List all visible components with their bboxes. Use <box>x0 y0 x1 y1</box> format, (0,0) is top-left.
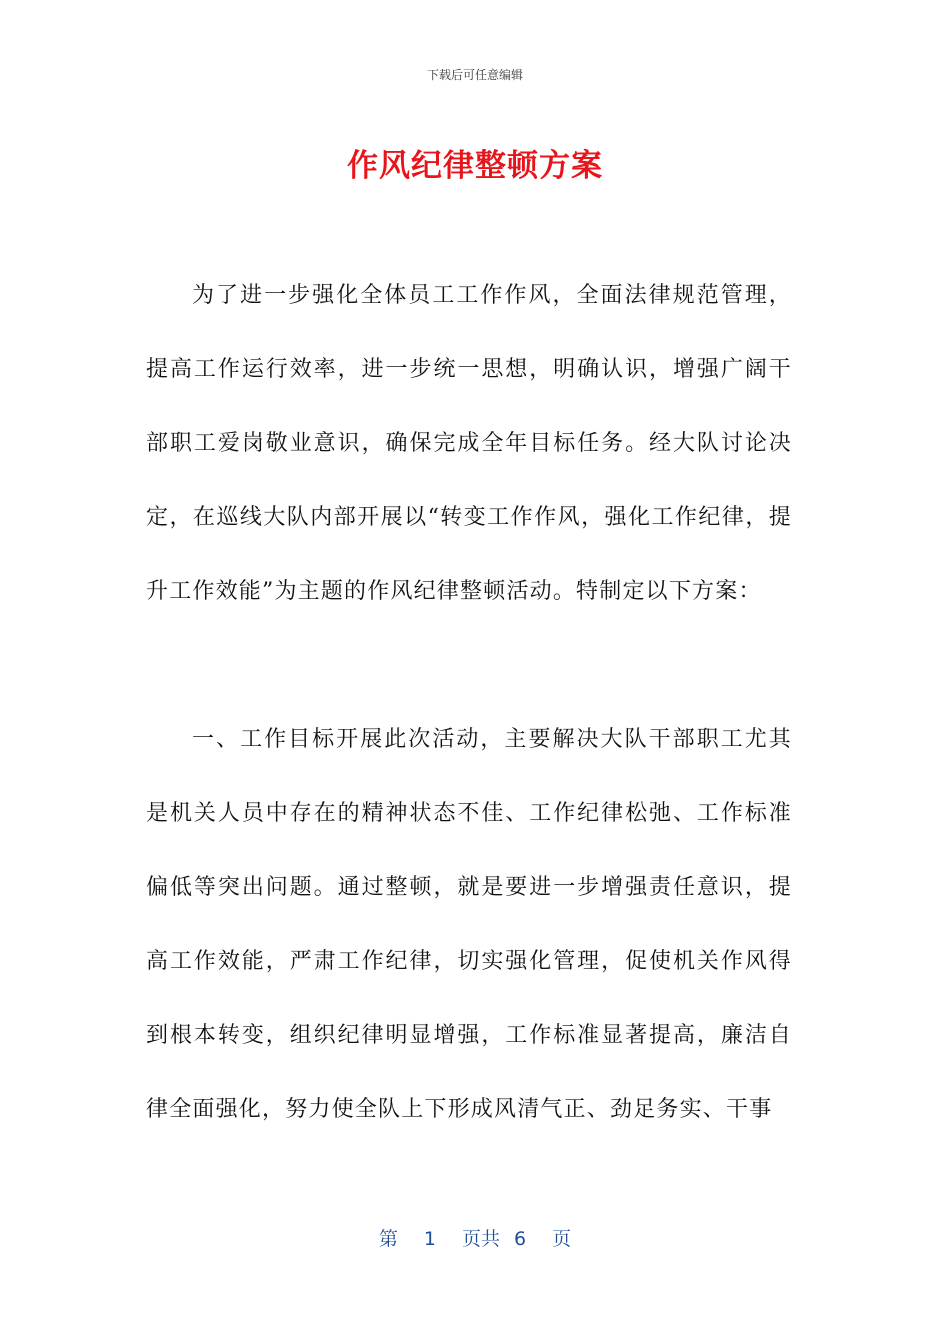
header-note: 下载后可任意编辑 <box>426 68 523 82</box>
paragraph-intro: 为了进一步强化全体员工工作作风，全面法律规范管理，提高工作运行效率，进一步统一思想，明确认识，增强广阔干部职工爱岗敬业意识，确保完成全年目标任务。经大队讨论决定，在巡线大队内部开展以“转变工作作风，强化工作纪律，提升工作效能”为主题的作风纪律整顿活动。特制定以下方案： <box>146 283 792 604</box>
document-title: 作风纪律整顿方案 <box>347 148 603 184</box>
page-middle: 页共 <box>461 1228 500 1250</box>
total-pages: 6 <box>514 1228 527 1250</box>
paragraph-work-goals: 一、工作目标开展此次活动，主要解决大队干部职工尤其是机关人员中存在的精神状态不佳、工作纪律松弛、工作标准偏低等突出问题。通过整顿，就是要进一步增强责任意识，提高工作效能，严肃工作纪律，切实强化管理，促使机关作风得到根本转变，组织纪律明显增强，工作标准显著提高，廉洁自律全面强化，努力使全队上下形成风清气正、劲足务实、干事 <box>146 727 792 1122</box>
page-suffix: 页 <box>552 1228 572 1250</box>
page-prefix: 第 <box>378 1228 398 1250</box>
page-number: 1 <box>423 1228 436 1250</box>
page-footer <box>0 1224 950 1251</box>
